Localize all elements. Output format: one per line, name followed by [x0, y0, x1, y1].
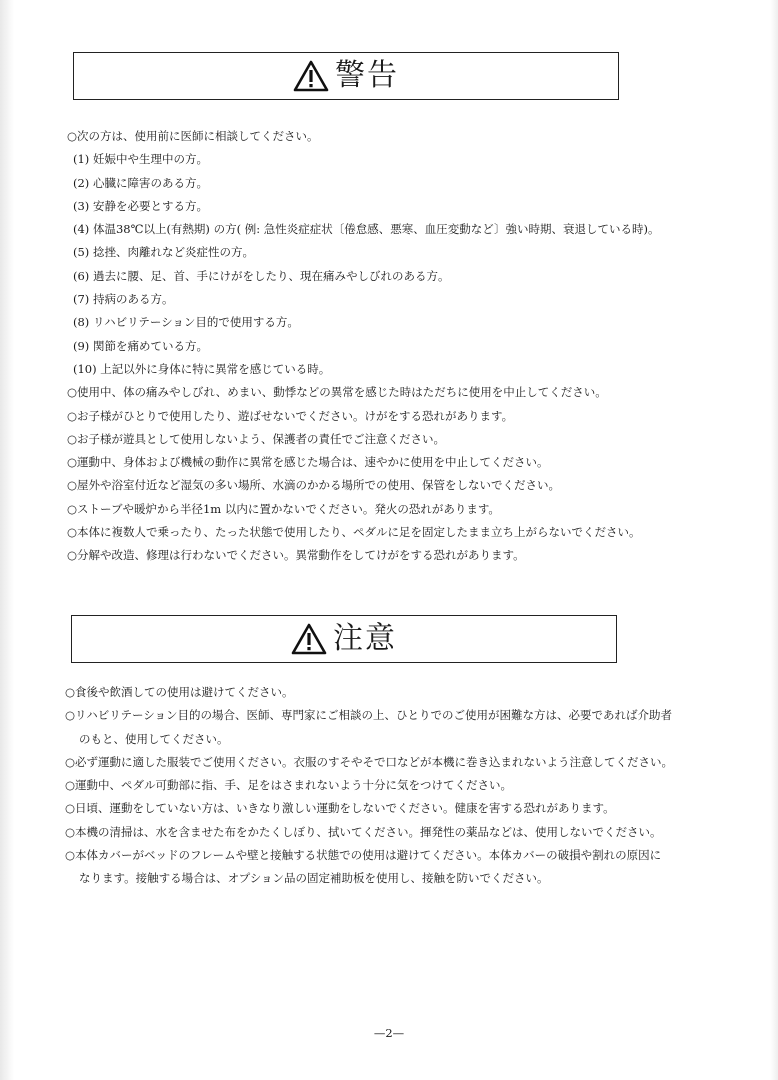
warning-list-item: ○運動中、身体および機械の動作に異常を感じた場合は、速やかに使用を中止してください。 — [67, 455, 549, 470]
warning-list-item: (5) 捻挫、肉離れなど炎症性の方。 — [73, 245, 254, 260]
warning-list-item: (3) 安静を必要とする方。 — [73, 198, 208, 213]
caution-list-item: ○必ず運動に適した服装でご使用ください。衣服のすそやそで口などが本機に巻き込まれないよう注意してください。 — [65, 754, 674, 769]
warning-list-item: (1) 妊娠中や生理中の方。 — [73, 152, 208, 167]
warning-heading-box — [73, 52, 619, 100]
page-shadow-right — [770, 0, 778, 1080]
caution-list-item: なります。接触する場合は、オプション品の固定補助板を使用し、接触を防いでください。 — [79, 871, 549, 886]
warning-list-item: ○屋外や浴室付近など湿気の多い場所、水滴のかかる場所での使用、保管をしないでください。 — [67, 478, 561, 493]
warning-list-item: ○分解や改造、修理は行わないでください。異常動作をしてけがをする恐れがあります。 — [67, 548, 525, 563]
warning-heading — [293, 60, 399, 92]
warning-list-item: ○使用中、体の痛みやしびれ、めまい、動悸などの異常を感じた時はただちに使用を中止してください。 — [67, 385, 607, 400]
warning-list-item: (9) 関節を痛めている方。 — [73, 338, 208, 353]
caution-list-item: のもと、使用してください。 — [79, 731, 229, 746]
warning-list-item: ○お子様が遊具として使用しないよう、保護者の責任でご注意ください。 — [67, 431, 446, 446]
warning-triangle-icon — [293, 60, 329, 92]
warning-list — [67, 125, 659, 568]
page-shadow-left — [0, 0, 14, 1080]
caution-list-item: ○食後や飲酒しての使用は避けてください。 — [65, 685, 294, 699]
caution-list-item: ○本体カバーがベッドのフレームや壁と接触する状態での使用は避けてください。本体カバーの破損や割れの原因に — [65, 848, 662, 863]
caution-list-item: ○運動中、ペダル可動部に指、手、足をはさまれないよう十分に気をつけてください。 — [65, 778, 513, 793]
warning-list-item: ○次の方は、使用前に医師に相談してください。 — [67, 129, 319, 143]
caution-list-item: ○リハビリテーション目的の場合、医師、専門家にご相談の上、ひとりでのご使用が困難な方は、必要であれば介助者 — [65, 708, 672, 723]
warning-list-item: (6) 過去に腰、足、首、手にけがをしたり、現在痛みやしびれのある方。 — [73, 268, 450, 283]
warning-list-item: (2) 心臓に障害のある方。 — [73, 175, 208, 190]
caution-list-item: ○日頃、運動をしていない方は、いきなり激しい運動をしないでください。健康を害する恐れがあります。 — [65, 801, 615, 816]
caution-triangle-icon — [291, 623, 327, 655]
caution-heading-box — [71, 615, 617, 663]
warning-list-item: (7) 持病のある方。 — [73, 292, 174, 307]
warning-list-item: (8) リハビリテーション目的で使用する方。 — [73, 315, 299, 330]
warning-list-item: ○ストーブや暖炉から半径1m 以内に置かないでください。発火の恐れがあります。 — [67, 501, 500, 516]
warning-title: 警告 — [335, 58, 399, 93]
caution-list-item: ○本機の清掃は、水を含ませた布をかたくしぼり、拭いてください。揮発性の薬品などは、使用しないでください。 — [65, 824, 662, 839]
warning-list-item: ○本体に複数人で乗ったり、たった状態で使用したり、ペダルに足を固定したまま立ち上がらないでください。 — [67, 525, 641, 540]
caution-heading — [291, 623, 397, 655]
page-number: —2— — [373, 1026, 405, 1040]
caution-title: 注意 — [333, 621, 397, 656]
warning-list-item: ○お子様がひとりで使用したり、遊ばせないでください。けがをする恐れがあります。 — [67, 408, 514, 423]
caution-list — [65, 681, 673, 891]
warning-list-item: (4) 体温38℃以上(有熱期) の方( 例: 急性炎症症状〔倦怠感、悪寒、血圧変動など〕強い時期、衰退している時)。 — [73, 222, 660, 237]
warning-list-item: (10) 上記以外に身体に特に異常を感じている時。 — [73, 361, 331, 376]
